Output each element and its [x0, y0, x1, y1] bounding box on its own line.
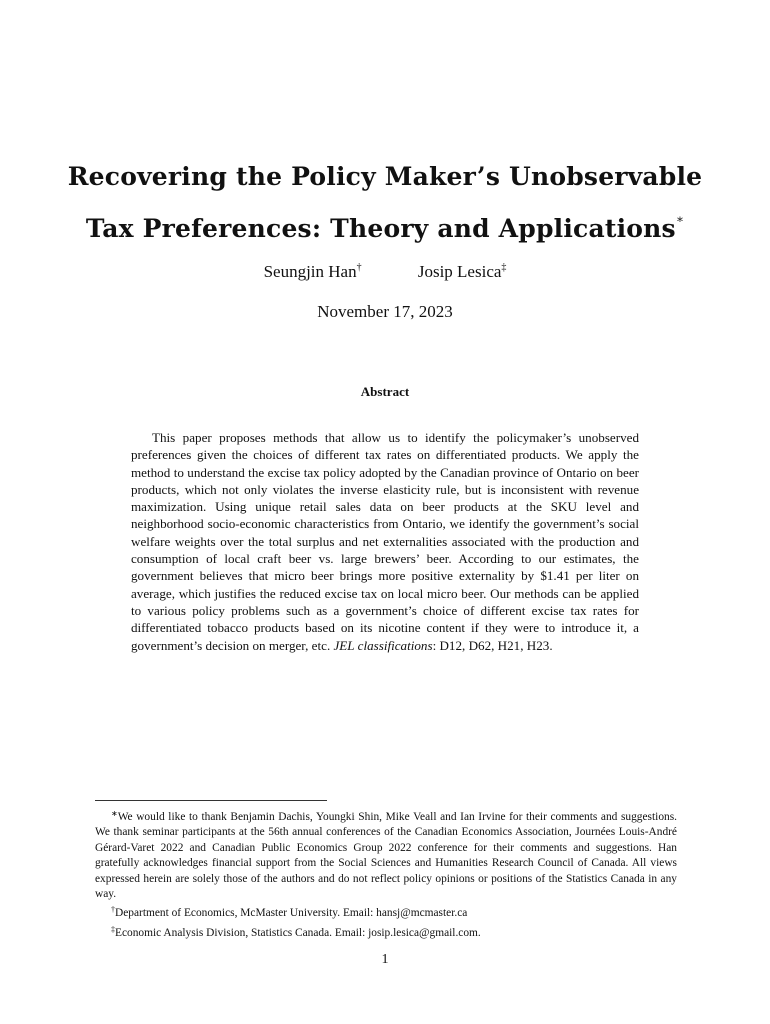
abstract-heading: Abstract — [360, 384, 410, 399]
author-1-mark: † — [356, 262, 362, 273]
paper-title — [0, 156, 770, 250]
footnote-3-text: Economic Analysis Division, Statistics Canada. Email: josip.lesica@gmail.com. — [115, 926, 481, 939]
author-1 — [264, 262, 362, 282]
footnote-3-mark: ‡ — [111, 924, 115, 934]
page-number: 1 — [381, 952, 389, 967]
footnote-2-mark: † — [111, 905, 115, 915]
author-1-name: Seungjin Han — [263, 262, 357, 281]
publication-date: November 17, 2023 — [317, 302, 453, 321]
footnote-acknowledgements — [95, 806, 677, 902]
author-2-name: Josip Lesica — [417, 262, 502, 281]
title-footnote-mark: ∗ — [675, 212, 685, 226]
abstract-body — [131, 429, 639, 654]
title-line-1: Recovering the Policy Maker’s Unobservable — [67, 162, 703, 191]
title-line-2 — [0, 198, 770, 250]
footnote-author-2-affiliation — [95, 922, 677, 941]
footnote-author-1-affiliation — [95, 902, 677, 921]
footnote-divider — [95, 800, 327, 801]
footnotes — [95, 806, 677, 941]
footnote-2-text: Department of Economics, McMaster University. Email: hansj@mcmaster.ca — [115, 907, 468, 920]
jel-label: JEL classifications — [333, 637, 433, 653]
jel-codes: : D12, D62, H21, H23. — [432, 637, 553, 653]
author-list — [0, 262, 770, 282]
footnote-1-text: We would like to thank Benjamin Dachis, Youngki Shin, Mike Veall and Ian Irvine for their comments and suggestions. We thank seminar participants at the 56th annual conferences of the Canadian Economics Association, Journées Louis-André Gérard-Varet 2022 and Canadian Public Economics Group 2022 conference for their comments and suggestions. Han gratefully acknowledges financial support from the Social Sciences and Humanities Research Council of Canada. All views expressed herein are solely those of the authors and do not reflect policy opinions or positions of the Statistics Canada in any way. — [95, 811, 677, 901]
title-line-2-text: Tax Preferences: Theory and Applications — [85, 214, 676, 243]
footnote-1-mark: ∗ — [111, 809, 118, 818]
author-2 — [418, 262, 507, 282]
abstract-text: This paper proposes methods that allow us to identify the policymaker’s unobserved preferences given the choices of different tax rates on differentiated products. We apply the method to understand the excise tax policy adopted by the Canadian province of Ontario on beer products, which not only violates the inverse elasticity rule, but is inconsistent with revenue maximization. Using unique retail sales data on beer products at the SKU level and neighborhood socio-economic characteristics from Ontario, we identify the government’s social welfare weights over the total surplus and net externalities associated with the production and consumption of local craft beer vs. large brewers’ beer. According to our estimates, the government believes that micro beer brings more positive externality by $1.41 per liter on average, which justifies the reduced excise tax on local micro beer. Our methods can be applied to various policy problems such as a government’s choice of different excise tax rates for differentiated tobacco products based on its nicotine content if they were to introduce it, a government’s decision on merger, etc. — [131, 430, 639, 653]
author-2-mark: ‡ — [501, 262, 507, 273]
